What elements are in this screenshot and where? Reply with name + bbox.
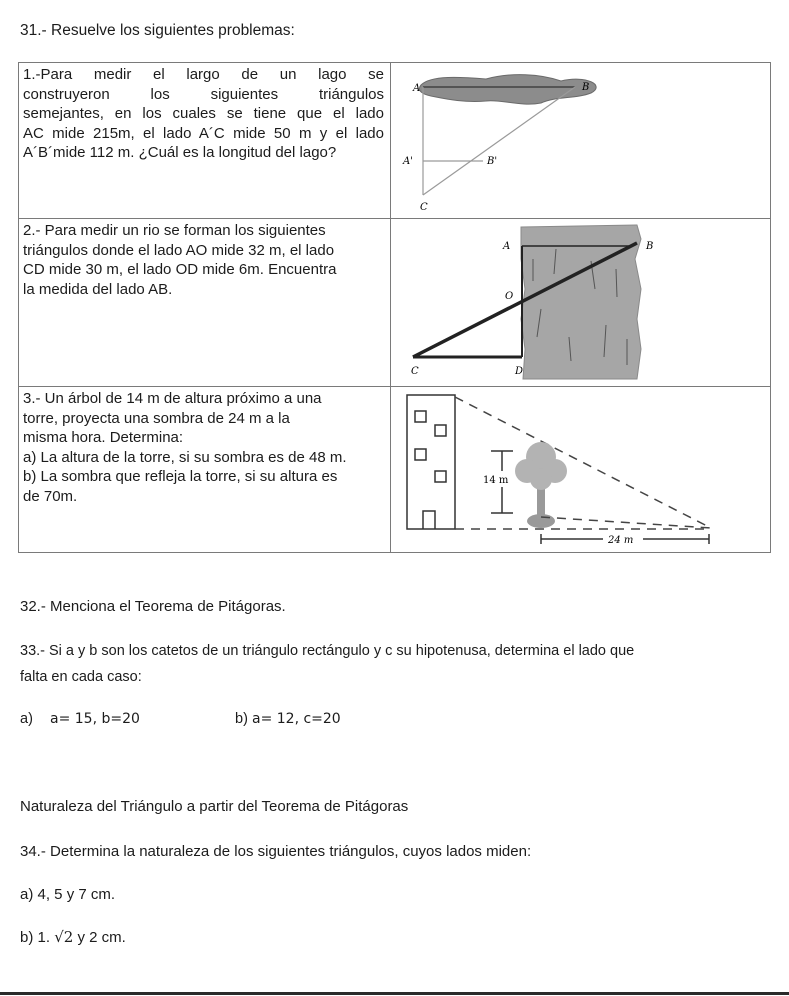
- exercise-heading: 31.- Resuelve los siguientes problemas:: [20, 22, 295, 39]
- tree-shadow-ray: [541, 517, 711, 528]
- segment-cb: [423, 87, 575, 195]
- problem-2-line: triángulos donde el lado AO mide 32 m, el lado: [23, 241, 335, 259]
- problem-3-line: b) La sombra que refleja la torre, si su altura es: [23, 468, 338, 485]
- problem-2-line: 2.- Para medir un rio se forman los siguientes: [23, 222, 326, 239]
- question-32: 32.- Menciona el Teorema de Pitágoras.: [20, 598, 286, 615]
- lake-figure: [391, 63, 770, 218]
- question-33-line-2: falta en cada caso:: [20, 669, 142, 685]
- question-34: 34.- Determina la naturaleza de los siguientes triángulos, cuyos lados miden:: [20, 843, 532, 860]
- question-33-line-1: 33.- Si a y b son los catetos de un triángulo rectángulo y c su hipotenusa, determina el lado que: [20, 643, 635, 659]
- problem-1-line: semejantes, en los cuales se tiene que el lado: [23, 105, 384, 122]
- tower: [407, 395, 455, 529]
- lake-figure-cell: [391, 63, 771, 219]
- option-b-prefix: b) 1.: [20, 929, 51, 946]
- problem-3-line: torre, proyecta una sombra de 24 m a la: [23, 409, 290, 427]
- question-34-option-a: a) 4, 5 y 7 cm.: [20, 886, 116, 903]
- section-subheading: Naturaleza del Triángulo a partir del Teorema de Pitágoras: [20, 798, 409, 815]
- problem-2-line: CD mide 30 m, el lado OD mide 6m. Encuentra: [23, 261, 337, 278]
- problem-3-text: [19, 387, 391, 553]
- problem-2-line: la medida del lado AB.: [23, 280, 173, 298]
- problem-1-line: AC mide 215m, el lado A´C mide 50 m y el lado: [23, 124, 384, 142]
- label-d: D: [515, 366, 524, 377]
- tower-shadow-ray: [455, 397, 711, 528]
- label-b-prime: B': [487, 156, 498, 167]
- river-figure-cell: [391, 219, 771, 387]
- tree-height-label: 14 m: [483, 475, 509, 486]
- label-b: B: [646, 241, 654, 252]
- problem-1-line: construyeron los siguientes triángulos: [23, 85, 384, 103]
- option-b-label: b): [235, 711, 248, 727]
- label-o: O: [505, 291, 514, 302]
- problem-1-text: [19, 63, 391, 219]
- problem-3-line: 3.- Un árbol de 14 m de altura próximo a una: [23, 390, 322, 407]
- tree-figure: [391, 387, 770, 552]
- problem-2-text: [19, 219, 391, 387]
- question-33-options: [20, 711, 341, 727]
- problem-row-2: [19, 219, 771, 387]
- label-a-prime: A': [403, 156, 413, 167]
- option-a-value: a= 15, b=20: [50, 711, 140, 727]
- problem-3-line: misma hora. Determina:: [23, 429, 184, 446]
- label-c: C: [411, 366, 419, 377]
- label-b: B: [582, 82, 590, 93]
- river-shape: [521, 225, 641, 379]
- problem-3-line: de 70m.: [23, 487, 78, 505]
- option-b-suffix: y 2 cm.: [73, 929, 126, 946]
- problem-3-line: a) La altura de la torre, si su sombra es de 48 m.: [23, 448, 347, 466]
- label-a: A: [413, 83, 421, 94]
- problem-1-line: A´B´mide 112 m. ¿Cuál es la longitud del lago?: [23, 144, 337, 161]
- shadow-length-label: 24 m: [608, 535, 634, 546]
- option-a-label: a): [20, 711, 33, 727]
- label-c: C: [420, 202, 428, 213]
- tree-crown: [530, 468, 552, 490]
- problem-1-line: 1.-Para medir el largo de un lago se: [23, 66, 384, 83]
- sqrt-two: √2: [54, 928, 74, 946]
- question-34-option-b: [20, 928, 126, 946]
- river-figure: [391, 219, 770, 386]
- problem-row-3: [19, 387, 771, 553]
- tree-figure-cell: [391, 387, 771, 553]
- lake-shape: [419, 75, 596, 104]
- problem-row-1: [19, 63, 771, 219]
- option-b-value: a= 12, c=20: [252, 711, 341, 727]
- problems-table: [18, 62, 771, 553]
- label-a: A: [503, 241, 511, 252]
- bottom-border: [0, 992, 789, 995]
